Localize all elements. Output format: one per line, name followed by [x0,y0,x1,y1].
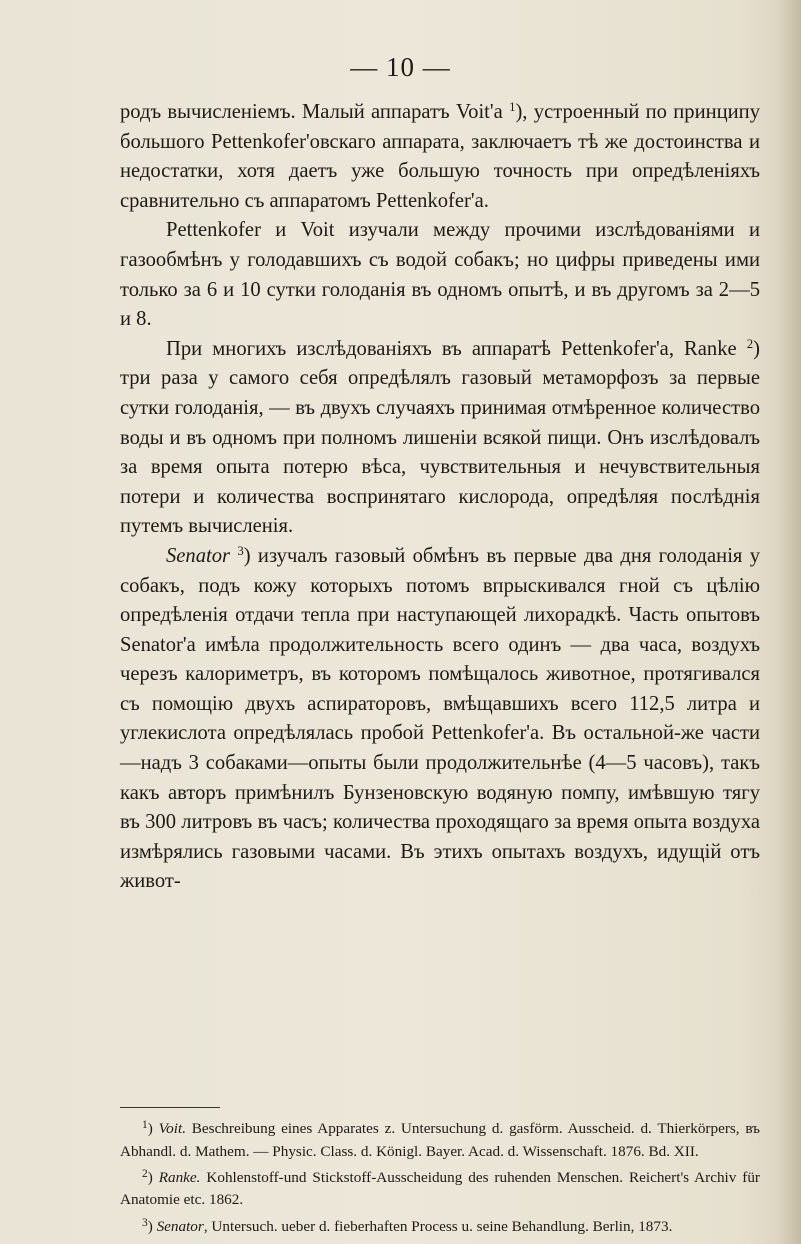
footnote-ref-2: 2 [746,336,754,351]
footnote-ref-3: 3 [237,543,244,558]
footnote-ref-1: 1 [509,99,516,114]
paragraph-4: Senator $^3$) изучалъ газовый обмѣнъ въ первые два дня голоданія у собакъ, подъ кожу которыхъ потомъ впрыскивался гной съ цѣлію опредѣленія отдачи тепла при наступающей лихорадкѣ. Часть опытовъ Senator'а имѣла продолжительность всего одинъ — два часа, воздухъ черезъ калориметръ, въ которомъ помѣщалось животное, протягивался съ помощію двухъ аспираторовъ, вмѣщавшихъ всего 112,5 литра и углекислота опредѣлялась пробой Pettenkofer'а. Въ остальной-же части—надъ 3 собаками—опыты были продолжительнѣе (4—5 часовъ), такъ какъ авторъ примѣнилъ Бунзеновскую водяную помпу, имѣвшую тягу въ 300 литровъ въ часъ; количества проходящаго за время опыта воздуха измѣрялись газовыми часами. Въ этихъ опытахъ воздухъ, идущій отъ живот- [120,543,760,893]
paragraph-2: Pettenkofer и Voit изучали между прочими изслѣдованіями и газообмѣнъ у голодавшихъ съ водой собакъ; но цифры приведены ими только за 6 и 10 сутки голоданія въ одномъ опытѣ, и въ другомъ за 2—5 и 8. [120,219,760,331]
page-number: — 10 — [350,52,451,82]
footnote-1: $^1$) Voit. Beschreibung eines Apparates z. Untersuchung d. gasförm. Ausscheid. d. Thierkörpers, въ Abhandl. d. Mathem. — Physic. Class. d. Königl. Bayer. Acad. d. Wissenschaft. 1876. Bd. XII. [120,1119,761,1160]
footnote-2: $^2$) Ranke. Kohlenstoff-und Stickstoff-Ausscheidung des ruhenden Menschen. Reichert's Archiv für Anatomie etc. 1862. [120,1167,760,1209]
author-name-senator: Senator [166,544,231,567]
paragraph-3: При многихъ изслѣдованіяхъ въ аппаратѣ Pettenkofer'а, Ranke $^2$) три раза у самого себя опредѣлялъ газовый метаморфозъ за первые сутки голоданія, — въ двухъ случаяхъ принимая отмѣренное количество воды и въ одномъ при полномъ лишеніи всякой пищи. Онъ изслѣдовалъ за время опыта потерю вѣса, чувствительныя и нечувствительныя потери и количества воспринятаго кислорода, опредѣляя послѣднія путемъ вычисленія. [120,336,760,538]
paragraph-1: родъ вычисленіемъ. Малый аппаратъ Voit'а $^1$), устроенный по принципу большого Pettenkofer'овскаго аппарата, заключаетъ тѣ же достоинства и недостатки, хотя даетъ уже большую точность при опредѣленіяхъ сравнительно съ аппаратомъ Pettenkofer'а. [120,99,760,212]
main-text [120,98,760,897]
footnote-3: $^3$) Senator, Untersuch. ueber d. fieberhaften Process u. seine Behandlung. Berlin, 1873. [142,1216,673,1235]
footnotes [120,1114,760,1238]
page-edge-shadow [777,0,801,1244]
footnote-divider [120,1107,220,1108]
